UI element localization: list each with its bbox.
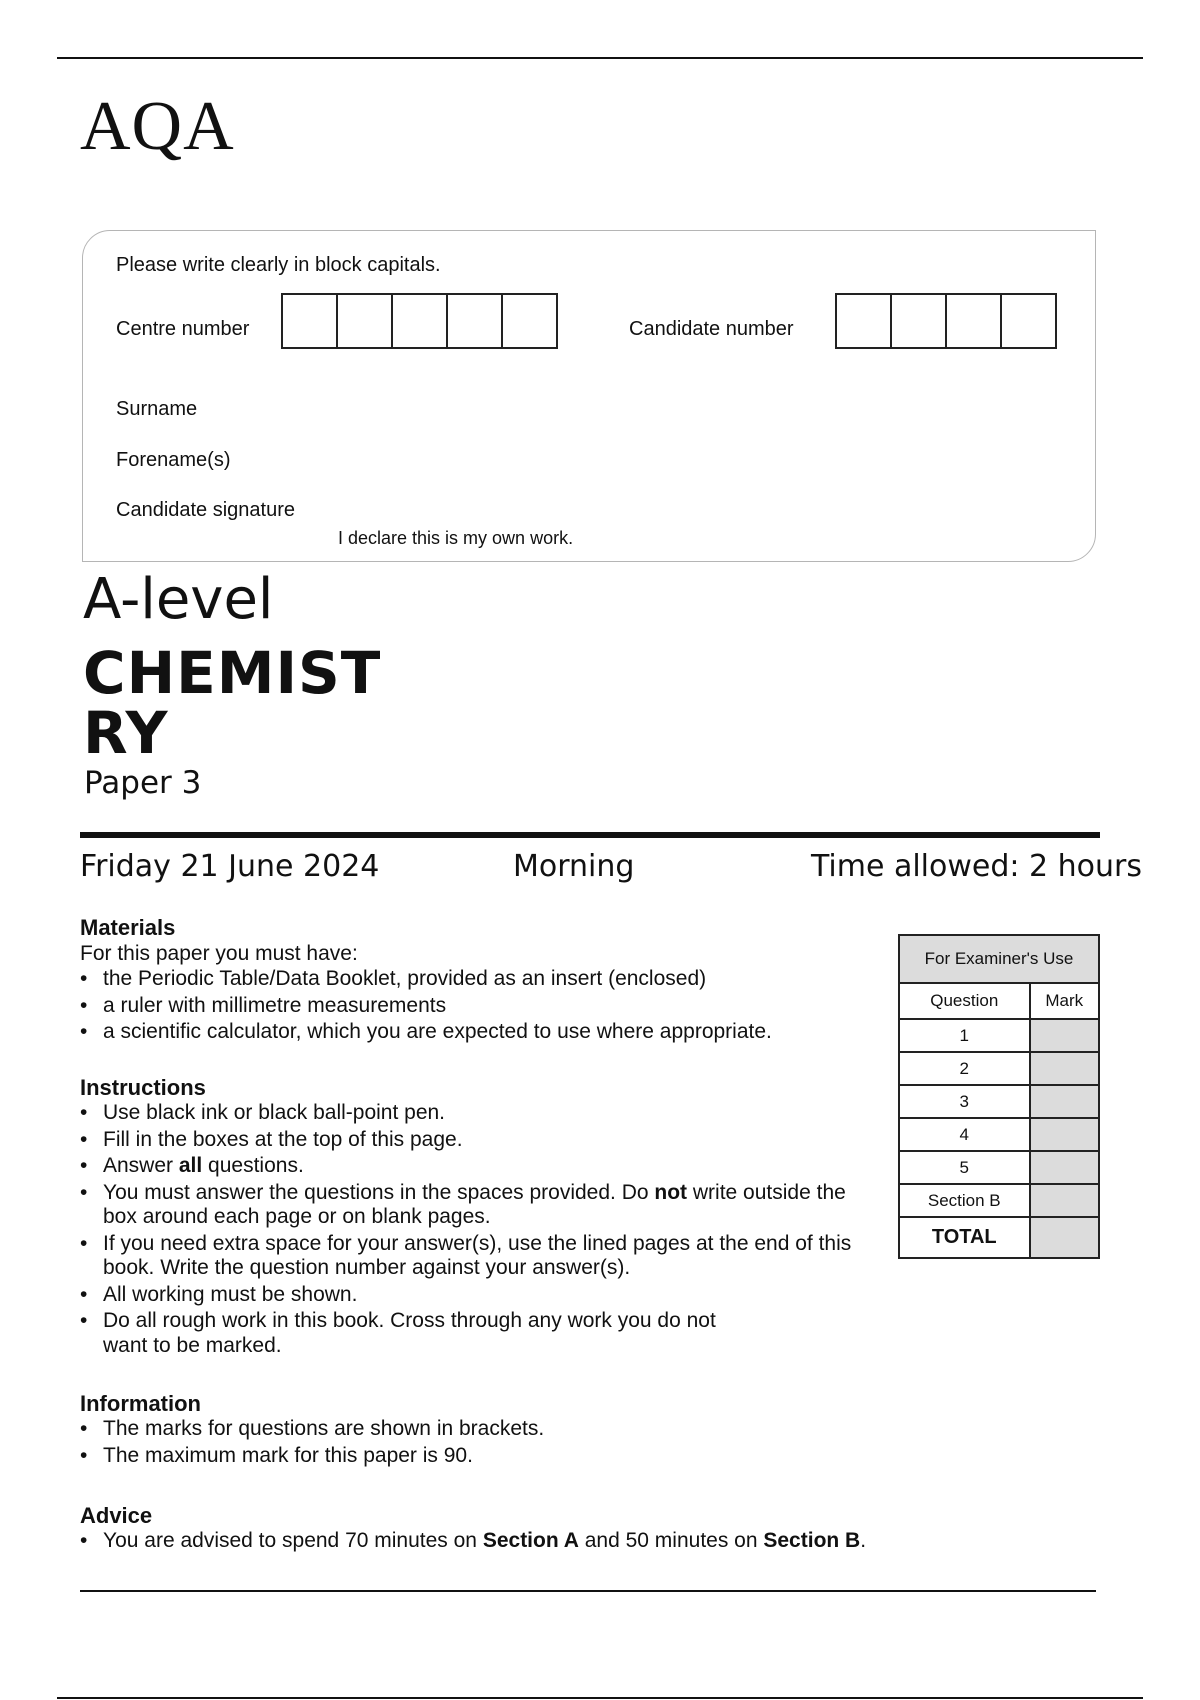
mark-cell xyxy=(1030,1184,1099,1217)
paper-number: Paper 3 xyxy=(84,765,202,801)
declaration-text: I declare this is my own work. xyxy=(338,528,574,548)
bottom-rule xyxy=(57,1697,1143,1699)
block-capitals-instruction: Please write clearly in block capitals. xyxy=(116,254,441,276)
question-number: Section B xyxy=(899,1184,1030,1217)
list-item: • Use black ink or black ball-point pen. xyxy=(80,1101,870,1126)
centre-digit-box[interactable] xyxy=(391,293,448,349)
mark-cell xyxy=(1030,1019,1099,1052)
examiner-table-title: For Examiner's Use xyxy=(899,935,1099,983)
advice-section xyxy=(80,1502,980,1556)
total-mark-cell xyxy=(1030,1217,1099,1258)
candidate-digit-box[interactable] xyxy=(1000,293,1057,349)
candidate-number-label: Candidate number xyxy=(629,318,794,340)
centre-digit-box[interactable] xyxy=(446,293,503,349)
information-section xyxy=(80,1390,880,1470)
list-item: • The maximum mark for this paper is 90. xyxy=(80,1444,880,1469)
list-item: • the Periodic Table/Data Booklet, provided as an insert (enclosed) xyxy=(80,967,880,992)
list-item: • a scientific calculator, which you are expected to use where appropriate. xyxy=(80,1020,880,1045)
mark-column-header: Mark xyxy=(1030,983,1099,1019)
centre-digit-box[interactable] xyxy=(281,293,338,349)
candidate-details-box xyxy=(82,230,1096,562)
question-number: 4 xyxy=(899,1118,1030,1151)
candidate-number-boxes xyxy=(835,293,1057,349)
qualification-level: A-level xyxy=(83,567,274,632)
mark-cell xyxy=(1030,1118,1099,1151)
mark-cell xyxy=(1030,1151,1099,1184)
materials-section xyxy=(80,914,880,1047)
total-label: TOTAL xyxy=(899,1217,1030,1258)
title-rule xyxy=(80,832,1100,838)
question-number: 5 xyxy=(899,1151,1030,1184)
exam-session: Morning xyxy=(513,849,635,884)
forenames-label: Forename(s) xyxy=(116,449,231,471)
list-item: • You are advised to spend 70 minutes on Section A and 50 minutes on Section B. xyxy=(80,1529,980,1554)
list-item: • Fill in the boxes at the top of this page. xyxy=(80,1128,870,1153)
question-number: 2 xyxy=(899,1052,1030,1085)
footer-rule xyxy=(80,1590,1096,1592)
signature-label: Candidate signature xyxy=(116,499,296,521)
list-item: • All working must be shown. xyxy=(80,1283,870,1308)
centre-number-boxes xyxy=(281,293,558,349)
centre-number-label: Centre number xyxy=(116,318,250,340)
list-item: • a ruler with millimetre measurements xyxy=(80,994,880,1019)
exam-date: Friday 21 June 2024 xyxy=(80,849,380,884)
question-number: 1 xyxy=(899,1019,1030,1052)
materials-intro: For this paper you must have: xyxy=(80,942,358,965)
candidate-digit-box[interactable] xyxy=(890,293,947,349)
question-column-header: Question xyxy=(899,983,1030,1019)
centre-digit-box[interactable] xyxy=(336,293,393,349)
list-item: • You must answer the questions in the spaces provided. Do not write outside the box around each page or on blank pages. xyxy=(80,1181,870,1230)
instructions-heading: Instructions xyxy=(80,1075,206,1100)
time-allowed: Time allowed: 2 hours xyxy=(811,849,1143,884)
materials-heading: Materials xyxy=(80,915,176,940)
information-heading: Information xyxy=(80,1391,201,1416)
list-item: • Do all rough work in this book. Cross through any work you do not want to be marked. xyxy=(80,1309,763,1358)
candidate-digit-box[interactable] xyxy=(835,293,892,349)
surname-label: Surname xyxy=(116,398,198,420)
centre-digit-box[interactable] xyxy=(501,293,558,349)
examiner-use-table xyxy=(898,934,1100,1259)
candidate-digit-box[interactable] xyxy=(945,293,1002,349)
list-item: • Answer all questions. xyxy=(80,1154,870,1179)
question-number: 3 xyxy=(899,1085,1030,1118)
subject-title: CHEMISTRY xyxy=(83,639,382,767)
mark-cell xyxy=(1030,1085,1099,1118)
mark-cell xyxy=(1030,1052,1099,1085)
instructions-section xyxy=(80,1074,870,1360)
aqa-logo: AQA xyxy=(80,88,235,165)
top-rule xyxy=(57,57,1143,59)
list-item: • If you need extra space for your answer(s), use the lined pages at the end of this book. Write the question number against your answer(s). xyxy=(80,1232,870,1281)
advice-heading: Advice xyxy=(80,1503,153,1528)
list-item: • The marks for questions are shown in brackets. xyxy=(80,1417,880,1442)
